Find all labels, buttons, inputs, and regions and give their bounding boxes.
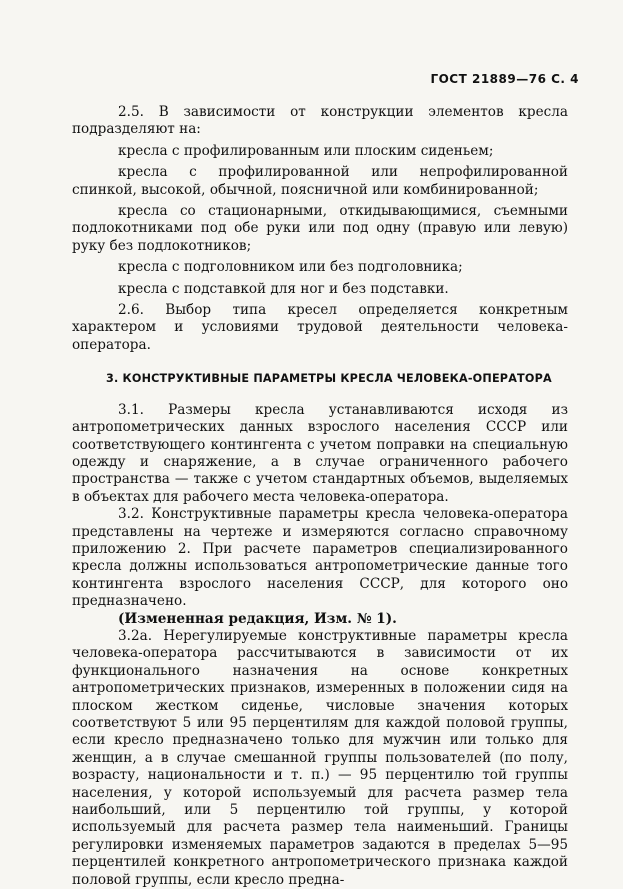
page-header: ГОСТ 21889—76 С. 4 bbox=[430, 72, 579, 86]
paragraph-3-2: 3.2. Конструктивные параметры кресла человека-оператора представлены на чертеже и измеряются согласно справочному приложению 2. При расчете параметров специализированного кресла должны использоваться антропометрические данные того контингента взрослого населения СССР, для которого оно предназначено. bbox=[72, 506, 568, 610]
section-heading: 3. КОНСТРУКТИВНЫЕ ПАРАМЕТРЫ КРЕСЛА ЧЕЛОВЕКА-ОПЕРАТОРА bbox=[106, 372, 552, 386]
paragraph-2-6: 2.6. Выбор типа кресел определяется конкретным характером и условиями трудовой деятельности человека-оператора. bbox=[72, 302, 568, 353]
list-item: кресла с профилированной или непрофилированной спинкой, высокой, обычной, поясничной или комбинированной; bbox=[72, 164, 568, 198]
list-item: кресла со стационарными, откидывающимися, съемными подлокотниками под обе руки или под одну (правую или левую) руку без подлокотников; bbox=[72, 203, 568, 254]
document-body bbox=[72, 104, 568, 889]
revision-note: (Измененная редакция, Изм. № 1). bbox=[118, 610, 397, 627]
list-item: кресла с подголовником или без подголовника; bbox=[118, 259, 463, 276]
paragraph-2-5: 2.5. В зависимости от конструкции элементов кресла подразделяют на: bbox=[72, 104, 568, 138]
paragraph-3-1: 3.1. Размеры кресла устанавливаются исходя из антропометрических данных взрослого населения СССР или соответствующего контингента с учетом поправки на специальную одежду и снаряжение, а в случае ограниченного рабочего пространства — также с учетом стандартных объемов, выделяемых в объектах для рабочего места человека-оператора. bbox=[72, 401, 568, 505]
paragraph-3-2a: 3.2а. Нерегулируемые конструктивные параметры кресла человека-оператора рассчитываются в зависимости от их функционального назначения на основе конкретных антропометрических признаков, измеренных в положении сидя на плоском жестком сиденье, числовые значения которых соответствуют 5 или 95 перцентилям для каждой половой группы, если кресло предназначено только для мужчин или только для женщин, а в случае смешанной группы пользователей (по полу, возрасту, национальности и т. п.) — 95 перцентилю той группы населения, у которой используемый для расчета размер тела наибольший, или 5 перцентилю той группы, у которой используемый для расчета размер тела наименьший. Границы регулировки изменяемых параметров задаются в пределах 5—95 перцентилей конкретного антропометрического признака каждой половой группы, если кресло предна- bbox=[72, 627, 568, 888]
list-item: кресла с подставкой для ног и без подставки. bbox=[118, 280, 449, 297]
list-item: кресла с профилированным или плоским сиденьем; bbox=[118, 142, 494, 159]
